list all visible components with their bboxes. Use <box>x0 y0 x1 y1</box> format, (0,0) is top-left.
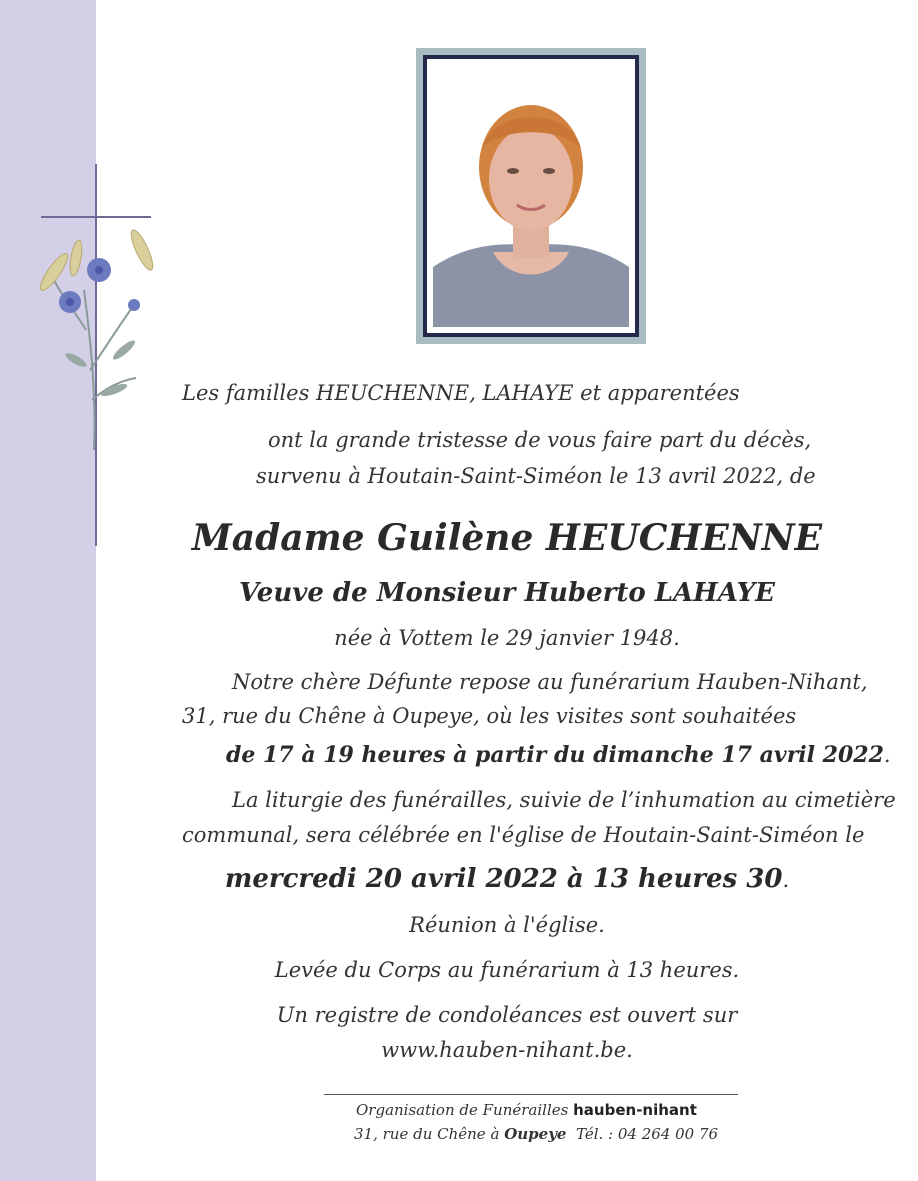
footer-divider <box>324 1094 738 1095</box>
meeting-note: Réunion à l'église. <box>409 913 605 937</box>
birth-info: née à Vottem le 29 janvier 1948. <box>334 626 680 650</box>
portrait-photo <box>433 67 629 327</box>
levee-note: Levée du Corps au funérarium à 13 heures. <box>274 958 740 982</box>
side-band <box>0 0 96 1181</box>
portrait-frame <box>416 48 646 344</box>
website-link[interactable]: www.hauben-nihant.be. <box>381 1038 633 1062</box>
footer-address: 31, rue du Chêne à Oupeye Tél. : 04 264 00 76 <box>354 1125 719 1143</box>
footer-org: Organisation de Funérailles hauben-nihant <box>356 1101 697 1119</box>
liturgy-line: La liturgie des funérailles, suivie de l’inhumation au cimetière <box>232 788 896 812</box>
register-note: Un registre de condoléances est ouvert sur <box>276 1003 738 1027</box>
announcement-line: ont la grande tristesse de vous faire part du décès, <box>268 428 812 452</box>
address-line: 31, rue du Chêne à Oupeye, où les visites sont souhaitées <box>182 704 797 728</box>
death-place-date: survenu à Houtain-Saint-Siméon le 13 avril 2022, de <box>256 464 816 488</box>
church-line: communal, sera célébrée en l'église de Houtain-Saint-Siméon le <box>182 823 865 847</box>
cornflower-wheat-icon <box>24 210 174 460</box>
families-line: Les familles HEUCHENNE, LAHAYE et apparentées <box>182 381 740 405</box>
deceased-name: Madame Guilène HEUCHENNE <box>191 517 823 559</box>
brand-logo: hauben-nihant <box>573 1101 697 1119</box>
visiting-hours: de 17 à 19 heures à partir du dimanche 17 avril 2022. <box>226 742 891 768</box>
repose-line: Notre chère Défunte repose au funérarium Hauben-Nihant, <box>232 670 868 694</box>
funeral-datetime: mercredi 20 avril 2022 à 13 heures 30. <box>224 864 790 894</box>
widow-of: Veuve de Monsieur Huberto LAHAYE <box>238 578 775 608</box>
